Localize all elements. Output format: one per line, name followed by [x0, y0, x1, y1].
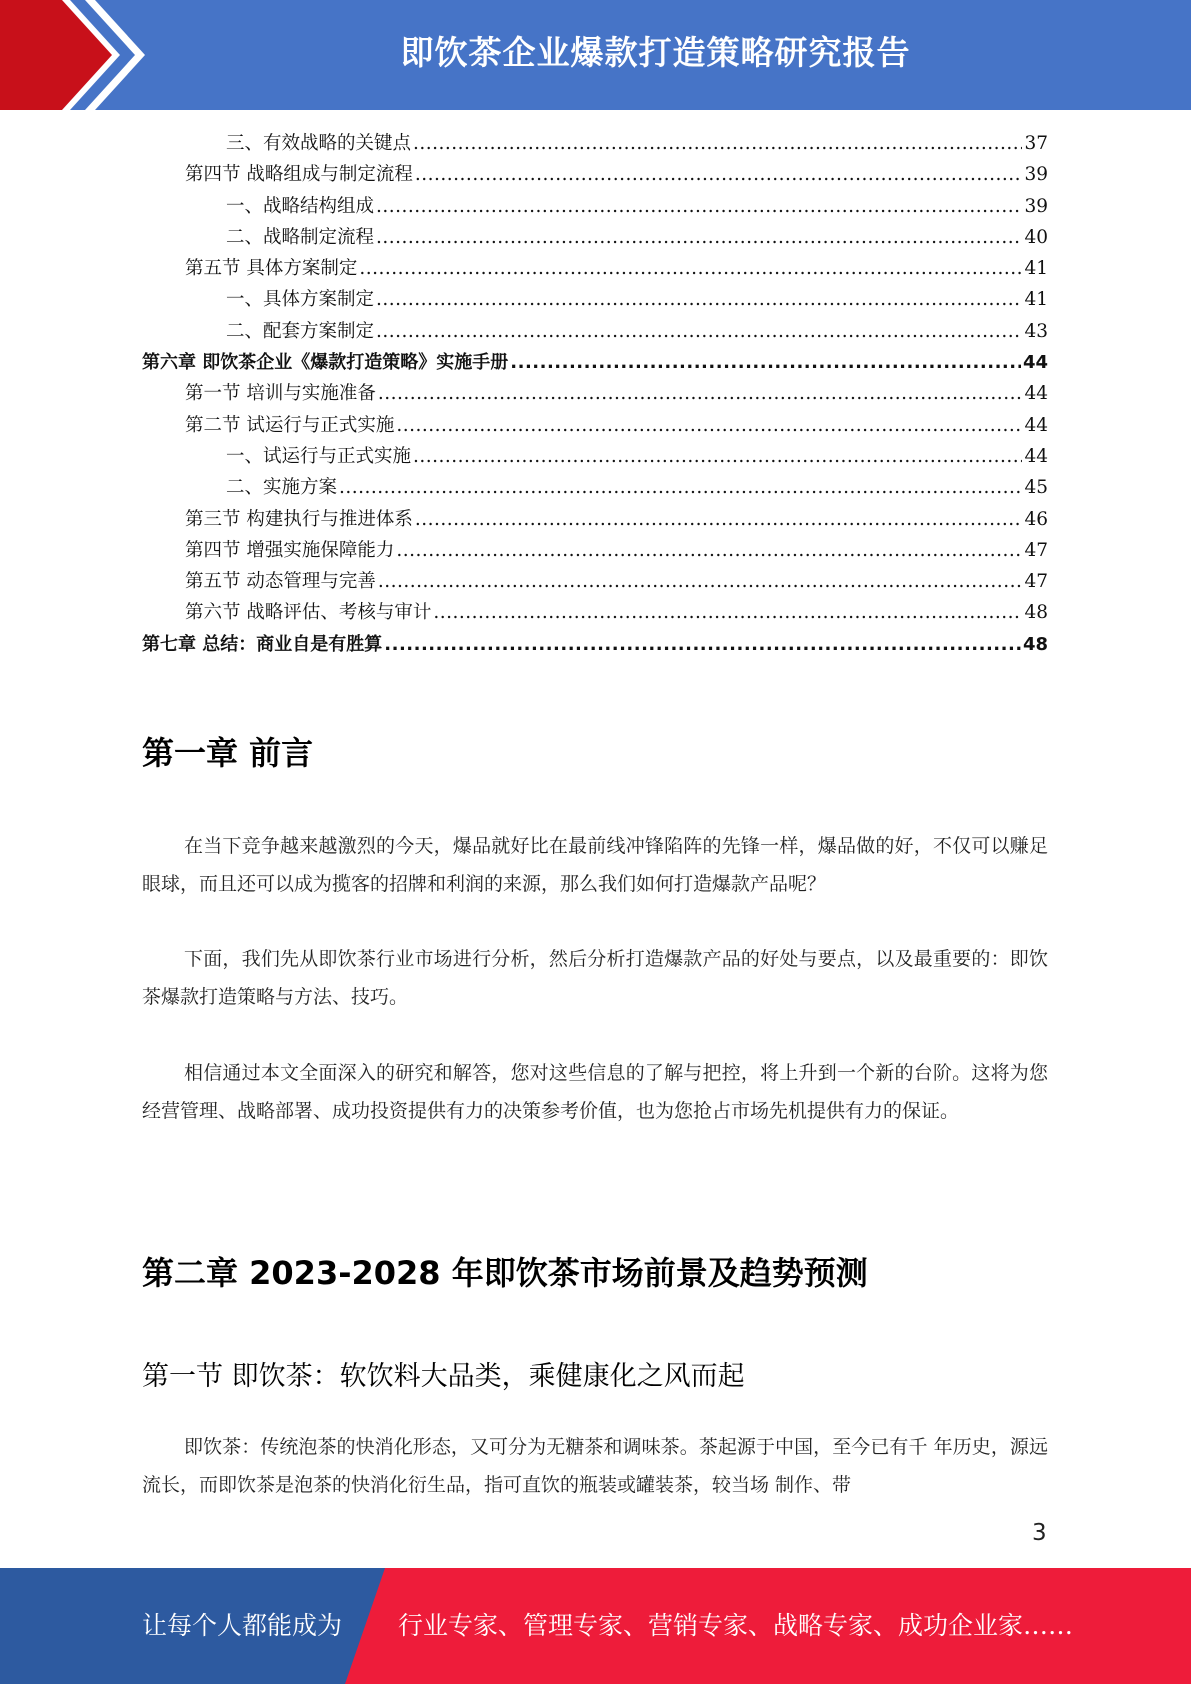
toc-entry-page: 39 — [1024, 164, 1048, 186]
toc-leader-dots — [376, 284, 1022, 315]
toc-entry-page: 37 — [1024, 133, 1048, 154]
toc-entry[interactable] — [142, 128, 1048, 159]
page-header — [0, 0, 1191, 110]
toc-entry[interactable] — [142, 284, 1048, 315]
toc-entry-label: 第二节 试运行与正式实施 — [185, 414, 395, 436]
toc-entry-page: 44 — [1024, 414, 1048, 436]
toc-entry-label: 第三节 构建执行与推进体系 — [185, 508, 413, 530]
toc-entry[interactable] — [142, 159, 1048, 190]
toc-leader-dots — [415, 159, 1023, 190]
toc-leader-dots — [433, 597, 1022, 628]
chapter-1-heading: 第一章 前言 — [142, 734, 314, 772]
toc-entry-page: 48 — [1024, 602, 1048, 624]
toc-entry-page: 41 — [1024, 258, 1048, 280]
toc-entry-label: 第七章 总结：商业自是有胜算 — [142, 633, 383, 655]
toc-entry-label: 第四节 增强实施保障能力 — [185, 539, 395, 561]
toc-leader-dots — [376, 316, 1022, 347]
toc-entry-label: 第四节 战略组成与制定流程 — [185, 164, 413, 186]
toc-entry[interactable] — [142, 597, 1048, 628]
footer-slogan-left: 让每个人都能成为 — [142, 1611, 343, 1640]
section-1-heading: 第一节 即饮茶：软饮料大品类，乘健康化之风而起 — [142, 1361, 745, 1392]
table-of-contents — [142, 128, 1048, 660]
toc-leader-dots — [378, 566, 1023, 597]
toc-leader-dots — [384, 629, 1021, 660]
toc-entry[interactable] — [142, 441, 1048, 472]
toc-leader-dots — [378, 378, 1023, 409]
toc-entry[interactable] — [142, 504, 1048, 535]
toc-entry[interactable] — [142, 378, 1048, 409]
toc-entry[interactable] — [142, 629, 1048, 660]
toc-entry-page: 47 — [1024, 539, 1048, 561]
toc-entry-label: 第五节 具体方案制定 — [185, 258, 358, 280]
toc-entry-label: 三、有效战略的关键点 — [226, 133, 412, 154]
toc-entry-label: 第一节 培训与实施准备 — [185, 383, 376, 405]
toc-entry-label: 二、战略制定流程 — [226, 226, 375, 248]
toc-entry-label: 第六章 即饮茶企业《爆款打造策略》实施手册 — [142, 352, 509, 374]
toc-entry[interactable] — [142, 316, 1048, 347]
page-footer — [0, 1568, 1191, 1684]
toc-entry-page: 44 — [1024, 445, 1048, 467]
toc-leader-dots — [415, 504, 1023, 535]
toc-entry-label: 第六节 战略评估、考核与审计 — [185, 602, 432, 624]
toc-entry-page: 45 — [1024, 477, 1048, 499]
toc-leader-dots — [413, 128, 1022, 159]
section-1-paragraph: 即饮茶：传统泡茶的快消化形态，又可分为无糖茶和调味茶。茶起源于中国，至今已有千 年历史，源远流长，而即饮茶是泡茶的快消化衍生品，指可直饮的瓶装或罐装茶，较当场 制作、带 — [142, 1436, 1048, 1496]
intro-paragraph-1: 在当下竞争越来越激烈的今天，爆品就好比在最前线冲锋陷阵的先锋一样，爆品做的好，不仅可以赚足眼球，而且还可以成为揽客的招牌和利润的来源，那么我们如何打造爆款产品呢？ — [142, 835, 1048, 895]
toc-entry-page: 47 — [1024, 571, 1048, 593]
toc-leader-dots — [376, 222, 1022, 253]
toc-entry[interactable] — [142, 253, 1048, 284]
intro-paragraph-3: 相信通过本文全面深入的研究和解答，您对这些信息的了解与把控，将上升到一个新的台阶。这将为您经营管理、战略部署、成功投资提供有力的决策参考价值，也为您抢占市场先机提供有力的保证。 — [142, 1062, 1048, 1122]
toc-entry-page: 44 — [1022, 352, 1048, 374]
toc-leader-dots — [376, 191, 1022, 222]
toc-entry-page: 39 — [1024, 195, 1048, 217]
toc-entry[interactable] — [142, 535, 1048, 566]
report-title: 即饮茶企业爆款打造策略研究报告 — [400, 33, 911, 72]
toc-entry-label: 一、试运行与正式实施 — [226, 445, 412, 467]
toc-leader-dots — [510, 347, 1021, 378]
toc-entry-label: 一、战略结构组成 — [226, 195, 375, 217]
toc-entry-label: 二、实施方案 — [226, 477, 338, 499]
toc-entry[interactable] — [142, 191, 1048, 222]
toc-entry[interactable] — [142, 566, 1048, 597]
toc-leader-dots — [396, 535, 1022, 566]
toc-leader-dots — [396, 410, 1022, 441]
toc-entry[interactable] — [142, 472, 1048, 503]
toc-entry-page: 44 — [1024, 383, 1048, 405]
toc-leader-dots — [413, 441, 1022, 472]
toc-leader-dots — [339, 472, 1022, 503]
footer-slogan-right: 行业专家、管理专家、营销专家、战略专家、成功企业家…… — [398, 1611, 1074, 1640]
intro-paragraph-2: 下面，我们先从即饮茶行业市场进行分析，然后分析打造爆款产品的好处与要点，以及最重要的：即饮茶爆款打造策略与方法、技巧。 — [142, 948, 1048, 1008]
toc-entry-page: 43 — [1024, 320, 1048, 342]
toc-entry-page: 46 — [1024, 508, 1048, 530]
toc-entry-page: 48 — [1022, 633, 1048, 655]
toc-entry[interactable] — [142, 222, 1048, 253]
chapter-2-heading: 第二章 2023-2028 年即饮茶市场前景及趋势预测 — [142, 1254, 868, 1292]
toc-entry-label: 一、具体方案制定 — [226, 289, 375, 311]
toc-entry-label: 第五节 动态管理与完善 — [185, 571, 376, 593]
toc-leader-dots — [359, 253, 1022, 284]
toc-entry[interactable] — [142, 347, 1048, 378]
toc-entry-label: 二、配套方案制定 — [226, 320, 375, 342]
toc-entry-page: 41 — [1024, 289, 1048, 311]
toc-entry[interactable] — [142, 410, 1048, 441]
page-number: 3 — [1032, 1520, 1047, 1546]
toc-entry-page: 40 — [1024, 226, 1048, 248]
